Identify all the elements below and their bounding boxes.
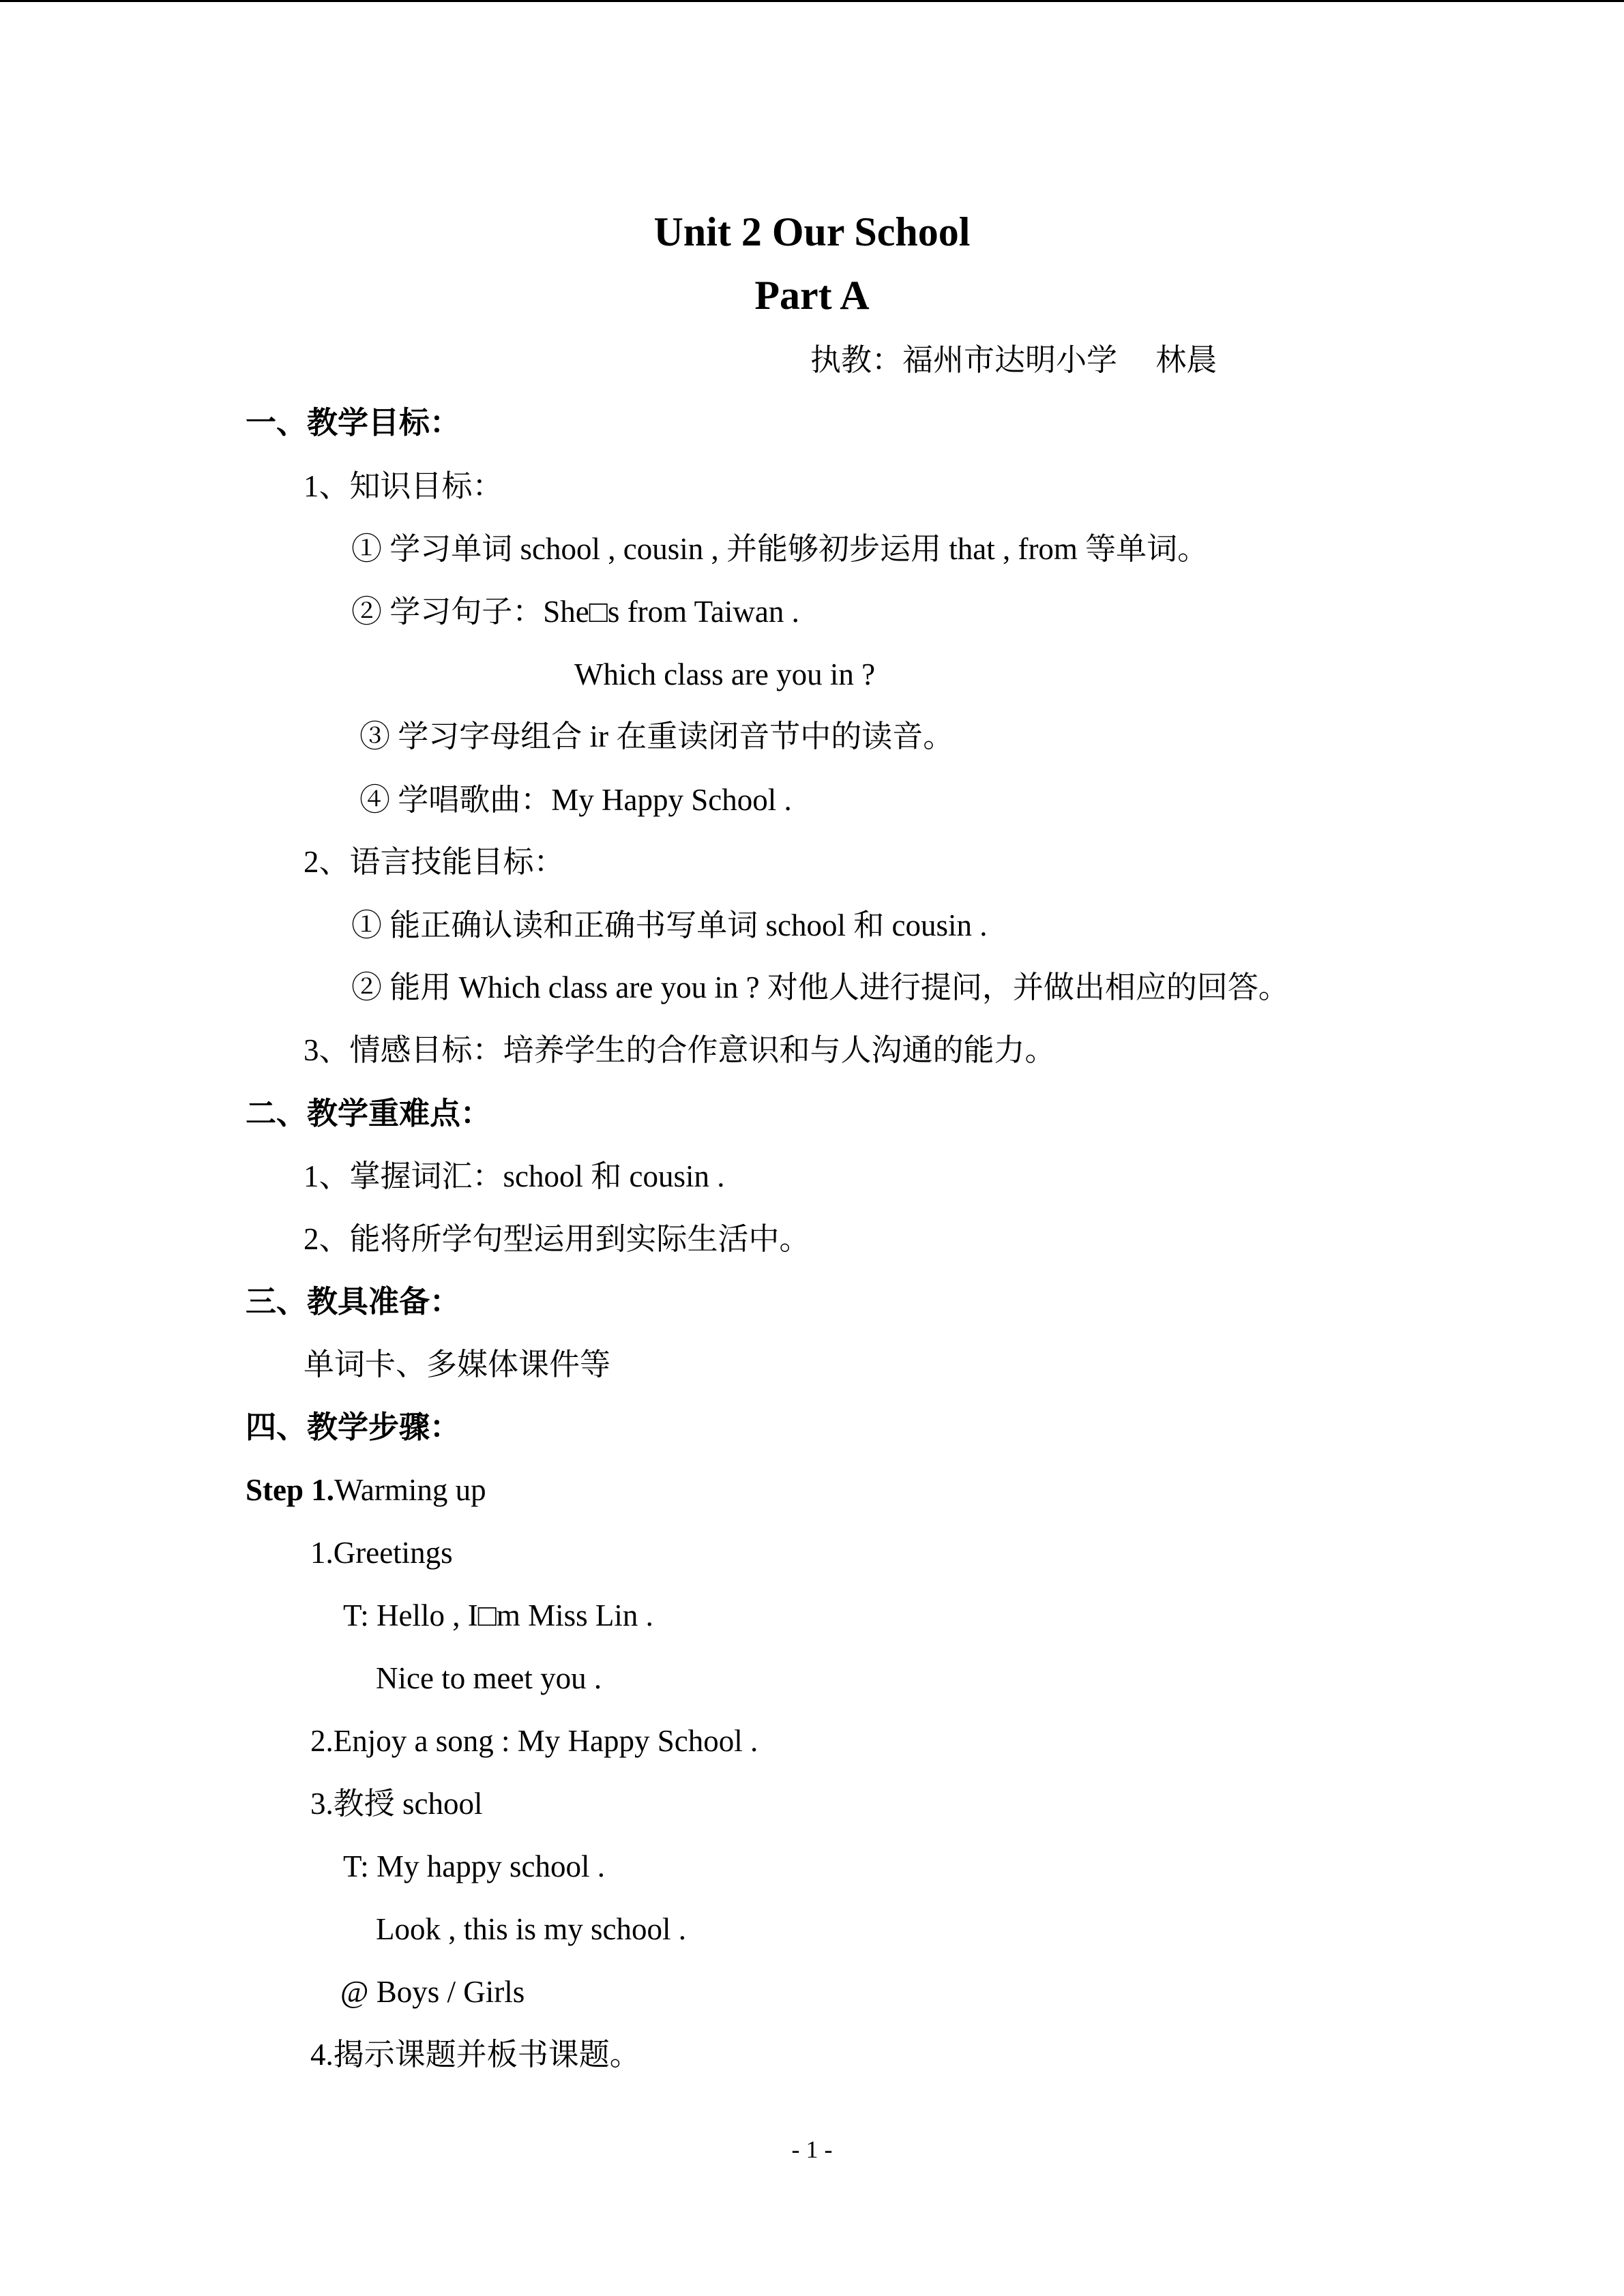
- emotion-objective: 3、情感目标：培养学生的合作意识和与人沟通的能力。: [304, 1033, 1056, 1067]
- language-skill-heading: 2、语言技能目标：: [304, 845, 565, 879]
- knowledge-item-4: ④ 学唱歌曲：My Happy School .: [359, 783, 792, 817]
- section-heading-materials: 三、教具准备：: [246, 1285, 461, 1319]
- knowledge-item-3: ③ 学习字母组合 ir 在重读闭音节中的读音。: [359, 719, 954, 754]
- author-line: 执教：福州市达明小学 林晨: [810, 343, 1217, 377]
- language-skill-item-2: ② 能用 Which class are you in ? 对他人进行提问，并做出相应的回答。: [351, 970, 1289, 1004]
- teach-school-line-1: T: My happy school .: [343, 1849, 605, 1883]
- key-point-2: 2、能将所学句型运用到实际生活中。: [304, 1222, 810, 1256]
- greetings-line-1: T: Hello , I□m Miss Lin .: [343, 1598, 653, 1632]
- reveal-topic-item: 4.揭示课题并板书课题。: [310, 2038, 640, 2072]
- greetings-item: 1.Greetings: [310, 1536, 453, 1570]
- greetings-line-2: Nice to meet you .: [376, 1661, 602, 1695]
- step-1-line: [246, 1470, 486, 1510]
- knowledge-item-2-sentence: Which class are you in ?: [574, 657, 876, 691]
- teach-school-item: 3.教授 school: [310, 1787, 483, 1821]
- document-subtitle: Part A: [754, 273, 870, 318]
- knowledge-item-2: ② 学习句子：She□s from Taiwan .: [351, 595, 799, 629]
- section-heading-key-points: 二、教学重难点：: [246, 1097, 492, 1131]
- song-item: 2.Enjoy a song : My Happy School .: [310, 1724, 758, 1758]
- key-point-1: 1、掌握词汇：school 和 cousin .: [304, 1159, 725, 1193]
- knowledge-objective-heading: 1、知识目标：: [304, 469, 503, 503]
- page-number: - 1 -: [791, 2136, 833, 2163]
- teach-school-line-3: @ Boys / Girls: [340, 1975, 525, 2009]
- knowledge-item-1: ① 学习单词 school , cousin , 并能够初步运用 that , from 等单词。: [351, 532, 1209, 566]
- document-title: Unit 2 Our School: [653, 209, 971, 254]
- teach-school-line-2: Look , this is my school .: [376, 1912, 687, 1946]
- section-heading-steps: 四、教学步骤：: [246, 1410, 461, 1444]
- step-1-label: Step 1.: [246, 1473, 335, 1507]
- language-skill-item-1: ① 能正确认读和正确书写单词 school 和 cousin .: [351, 908, 988, 942]
- section-heading-objectives: 一、教学目标：: [246, 406, 461, 440]
- step-1-text: Warming up: [334, 1473, 486, 1507]
- materials-text: 单词卡、多媒体课件等: [304, 1347, 611, 1382]
